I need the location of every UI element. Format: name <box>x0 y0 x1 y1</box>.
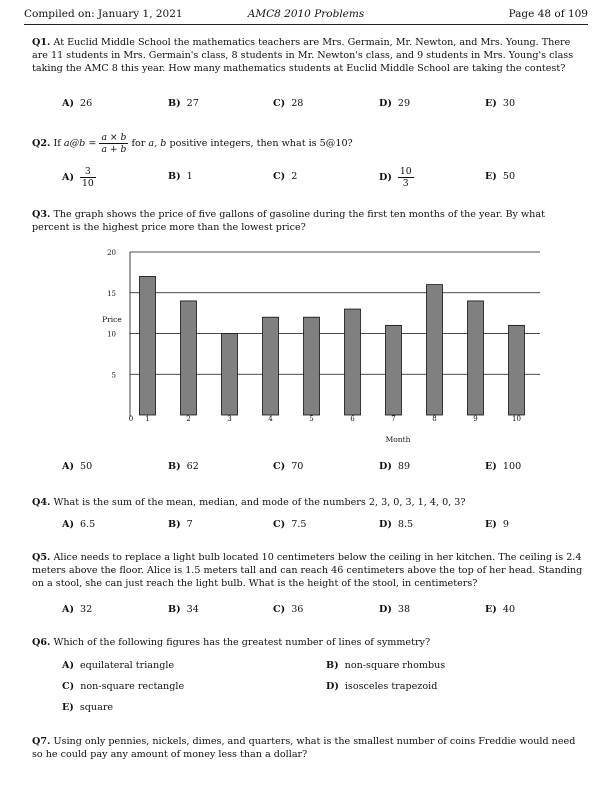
x-tick-label: 2 <box>186 415 191 423</box>
choice-c[interactable]: C) 2 <box>273 171 298 182</box>
choice-c[interactable]: C) 36 <box>273 604 304 615</box>
question-number: Q7 <box>32 736 48 747</box>
choice-c[interactable]: C) 70 <box>273 461 304 472</box>
choice-d[interactable]: D) $\frac{10}{3}$ <box>379 166 412 189</box>
x-origin-label: 0 <box>128 415 134 423</box>
header-rule <box>24 24 588 25</box>
question-text: At Euclid Middle School the mathematics teachers are Mrs. Germain, Mr. Newton, and Mrs. Young. There are 11 students in Mrs. Germain's class, 8 students in Mr. Newton's class, and 9 students in Mrs. Young's class taking the AMC 8 this year. How many mathematics students at Euclid Middle School are taking the contest? <box>32 37 574 74</box>
choice-e[interactable]: E) 9 <box>485 519 509 530</box>
question-number: Q6 <box>32 637 48 648</box>
choice-b[interactable]: B) non-square rhombus <box>326 660 446 671</box>
page-header <box>24 8 588 24</box>
choice-e[interactable]: E) 40 <box>485 604 516 615</box>
x-tick-label: 3 <box>227 415 232 423</box>
bar <box>468 301 484 415</box>
choice-e[interactable]: E) 50 <box>485 171 516 182</box>
x-tick-label: 4 <box>268 415 273 423</box>
y-tick-label: 15 <box>107 289 116 298</box>
question-text: The graph shows the price of five gallons of gasoline during the first ten months of the year. By what percent is the highest price more than the lowest price? <box>32 209 545 233</box>
bar <box>304 317 320 415</box>
question-text: Using only pennies, nickels, dimes, and quarters, what is the smallest number of coins Freddie would need so he could pay any amount of money less than a dollar? <box>32 736 576 760</box>
question-text: Which of the following figures has the greatest number of lines of symmetry? <box>53 637 431 648</box>
question-3: Q3. The graph shows the price of five gallons of gasoline during the first ten months of the year. By what percent is the highest price more than the lowest price? <box>32 209 545 233</box>
choice-b[interactable]: B) 1 <box>168 171 193 182</box>
question-number: Q5 <box>32 552 48 563</box>
choice-a[interactable]: A) 32 <box>62 604 93 615</box>
question-number: Q3 <box>32 209 48 220</box>
bar <box>263 317 279 415</box>
choice-e[interactable]: E) 30 <box>485 98 516 109</box>
question-5: Q5. Alice needs to replace a light bulb located 10 centimeters below the ceiling in her kitchen. The ceiling is 2.4 meters above the floor. Alice is 1.5 meters tall and can reach 46 centimeters above the top of her head. Standing on a stool, she can just reach the light bulb. What is the height of the stool, in centimeters? <box>32 552 583 589</box>
choice-b[interactable]: B) 27 <box>168 98 199 109</box>
choice-a[interactable]: A) 26 <box>62 98 93 109</box>
question-4: Q4. What is the sum of the mean, median, and mode of the numbers 2, 3, 0, 3, 1, 4, 0, 3? <box>32 497 466 508</box>
page-number: Page 48 of 109 <box>508 8 588 20</box>
bar <box>181 301 197 415</box>
bar <box>386 325 402 415</box>
choice-c[interactable]: C) 28 <box>273 98 304 109</box>
question-2: Q2. If a@b = $\frac{a \times b}{a + b}$ for a, b positive integers, then what is 5@10? <box>32 132 353 155</box>
operation-fraction: $\frac{a \times b}{a + b}$ <box>101 132 127 155</box>
choice-b[interactable]: B) 34 <box>168 604 199 615</box>
y-tick-label: 20 <box>107 249 116 257</box>
choice-e[interactable]: E) 100 <box>485 461 522 472</box>
x-tick-label: 6 <box>350 415 355 423</box>
question-number: Q4 <box>32 497 48 508</box>
x-tick-label: 10 <box>512 415 521 423</box>
question-text: What is the sum of the mean, median, and mode of the numbers 2, 3, 0, 3, 1, 4, 0, 3? <box>53 497 466 508</box>
y-axis-label: Price <box>102 315 122 324</box>
document-title: AMC8 2010 Problems <box>247 8 365 20</box>
x-tick-label: 7 <box>391 415 396 423</box>
x-tick-label: 8 <box>432 415 437 423</box>
choice-a[interactable]: A) 50 <box>62 461 93 472</box>
bar <box>427 285 443 415</box>
question-number: Q2 <box>32 138 48 149</box>
bar-chart <box>90 240 560 450</box>
choice-d[interactable]: D) 8.5 <box>379 519 414 530</box>
choice-b[interactable]: B) 7 <box>168 519 193 530</box>
choice-e[interactable]: E) square <box>62 702 114 713</box>
choice-b[interactable]: B) 62 <box>168 461 199 472</box>
choice-a[interactable]: A) equilateral triangle <box>62 660 175 671</box>
x-tick-label: 9 <box>473 415 478 423</box>
question-7: Q7. Using only pennies, nickels, dimes, and quarters, what is the smallest number of coins Freddie would need so he could pay any amount of money less than a dollar? <box>32 736 576 760</box>
bar <box>509 325 525 415</box>
compiled-date: Compiled on: January 1, 2021 <box>24 8 183 20</box>
y-tick-label: 5 <box>111 371 116 380</box>
y-tick-label: 10 <box>107 330 116 339</box>
bar <box>345 309 361 415</box>
choice-a[interactable]: A) $\frac{3}{10}$ <box>62 166 94 189</box>
choice-d[interactable]: D) isosceles trapezoid <box>326 681 438 692</box>
operation-lhs: a@b = <box>63 138 97 149</box>
question-1: Q1. At Euclid Middle School the mathematics teachers are Mrs. Germain, Mr. Newton, and Mrs. Young. There are 11 students in Mrs. Germain's class, 8 students in Mr. Newton's class, and 9 students in Mrs. Young's class taking the AMC 8 this year. How many mathematics students at Euclid Middle School are taking the contest? <box>32 37 574 74</box>
bar <box>140 276 156 415</box>
x-axis-label: Month <box>385 435 411 444</box>
choice-d[interactable]: D) 38 <box>379 604 411 615</box>
bar <box>222 334 238 416</box>
choice-c[interactable]: C) non-square rectangle <box>62 681 185 692</box>
choice-d[interactable]: D) 29 <box>379 98 411 109</box>
x-tick-label: 5 <box>309 415 314 423</box>
choice-c[interactable]: C) 7.5 <box>273 519 307 530</box>
gas-price-chart <box>90 240 560 450</box>
choice-a[interactable]: A) 6.5 <box>62 519 96 530</box>
question-text: Alice needs to replace a light bulb located 10 centimeters below the ceiling in her kitchen. The ceiling is 2.4 meters above the floor. Alice is 1.5 meters tall and can reach 46 centimeters above the top of her head. Standing on a stool, she can just reach the light bulb. What is the height of the stool, in centimeters? <box>32 552 583 589</box>
question-number: Q1 <box>32 37 48 48</box>
x-tick-label: 1 <box>145 415 150 423</box>
choice-d[interactable]: D) 89 <box>379 461 411 472</box>
question-6: Q6. Which of the following figures has the greatest number of lines of symmetry? <box>32 637 431 648</box>
